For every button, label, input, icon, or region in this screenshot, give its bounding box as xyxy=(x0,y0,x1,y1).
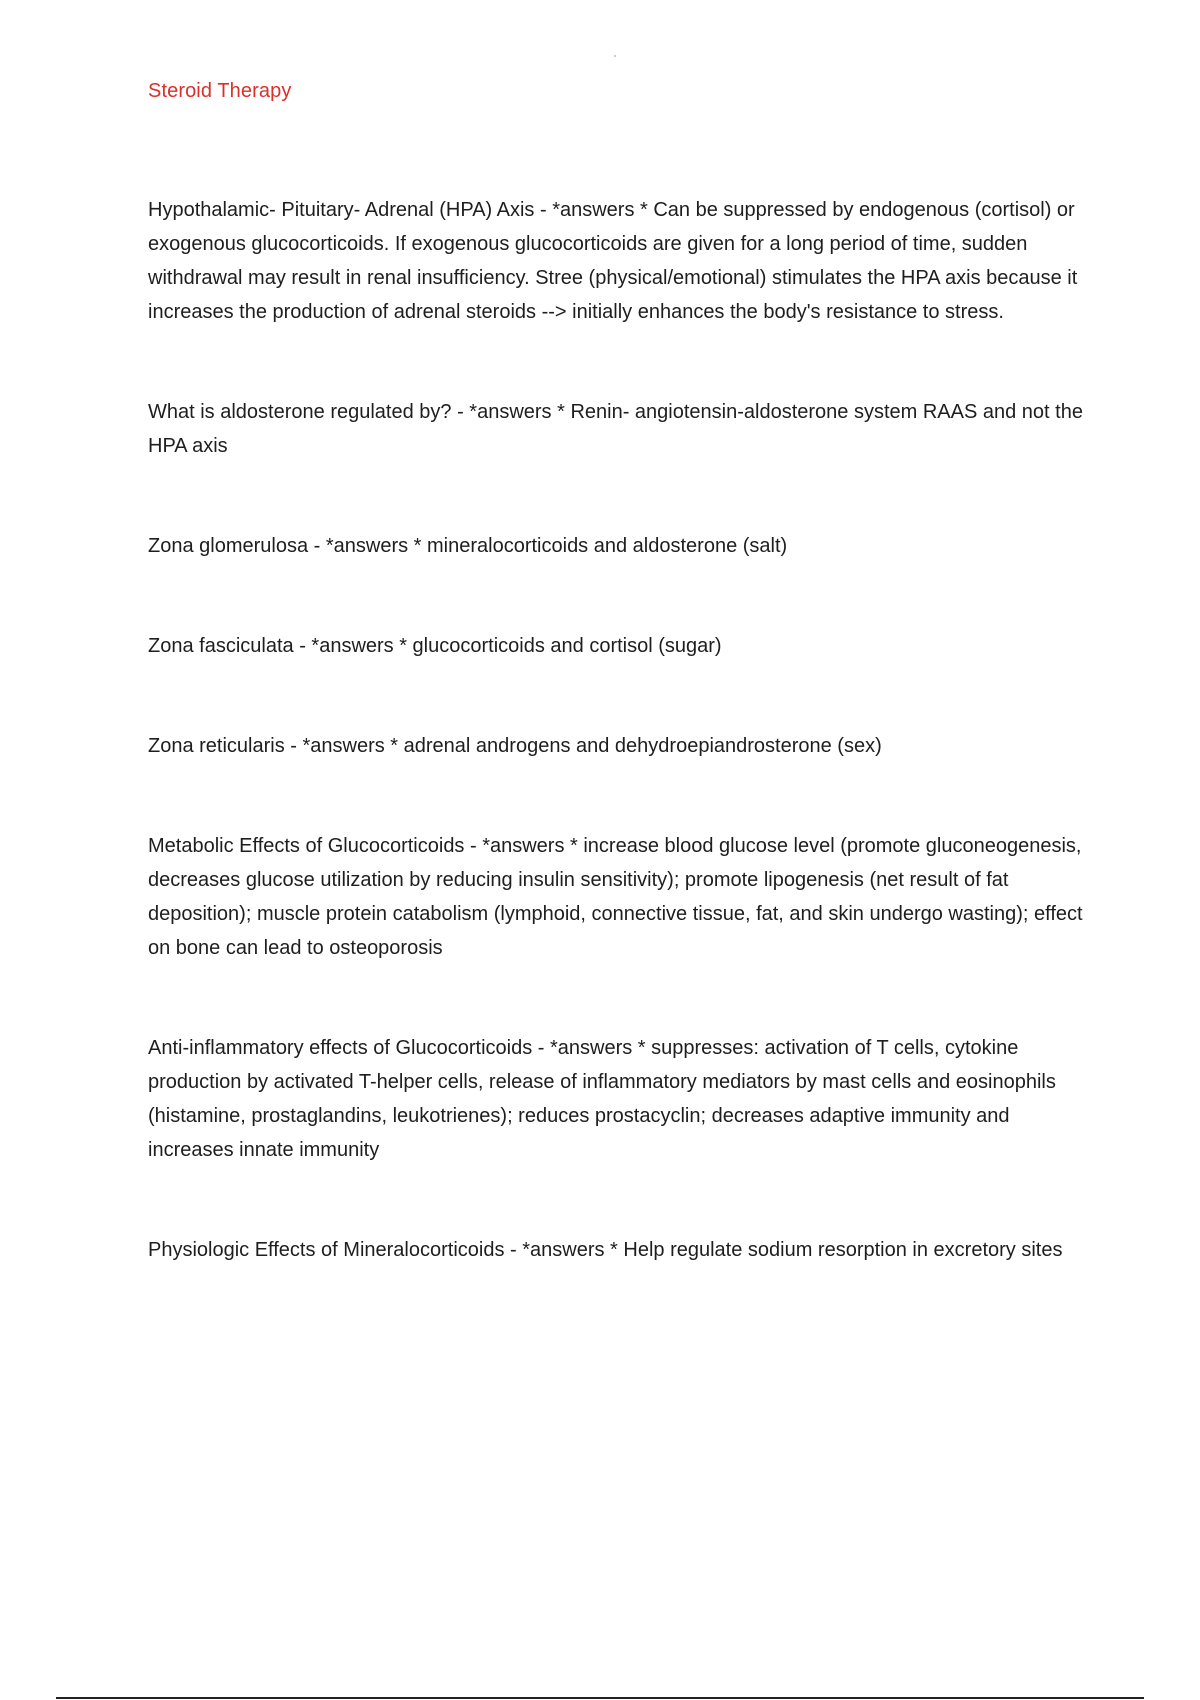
page-bottom-divider xyxy=(56,1697,1144,1699)
page-mark xyxy=(614,55,616,57)
flashcard-metabolic-effects: Metabolic Effects of Glucocorticoids - *answers * increase blood glucose level (promote gluconeogenesis, decreases glucose utilization by reducing insulin sensitivity); promote lipogenesis (net result of fat deposition); muscle protein catabolism (lymphoid, connective tissue, fat, and skin undergo wasting); effect on bone can lead to osteoporosis xyxy=(148,835,1083,959)
flashcard-anti-inflammatory-effects: Anti-inflammatory effects of Glucocorticoids - *answers * suppresses: activation of T cells, cytokine production by activated T-helper cells, release of inflammatory mediators by mast cells and eosinophils (histamine, prostaglandins, leukotrienes); reduces prostacyclin; decreases adaptive immunity and increases innate immunity xyxy=(148,1037,1056,1161)
flashcard-aldosterone-regulation: What is aldosterone regulated by? - *answers * Renin- angiotensin-aldosterone system RAAS and not the HPA axis xyxy=(148,401,1083,457)
flashcard-zona-fasciculata: Zona fasciculata - *answers * glucocorticoids and cortisol (sugar) xyxy=(148,635,722,657)
flashcard-zona-reticularis: Zona reticularis - *answers * adrenal androgens and dehydroepiandrosterone (sex) xyxy=(148,735,882,757)
flashcard-mineralocorticoid-effects: Physiologic Effects of Mineralocorticoids - *answers * Help regulate sodium resorption in excretory sites xyxy=(148,1239,1063,1261)
flashcard-zona-glomerulosa: Zona glomerulosa - *answers * mineralocorticoids and aldosterone (salt) xyxy=(148,535,788,557)
document-title: Steroid Therapy xyxy=(148,80,292,102)
flashcard-list xyxy=(148,193,1093,1267)
flashcard-hpa-axis: Hypothalamic- Pituitary- Adrenal (HPA) Axis - *answers * Can be suppressed by endogenous (cortisol) or exogenous glucocorticoids. If exogenous glucocorticoids are given for a long period of time, sudden withdrawal may result in renal insufficiency. Stree (physical/emotional) stimulates the HPA axis because it increases the production of adrenal steroids --> initially enhances the body's resistance to stress. xyxy=(148,199,1078,323)
